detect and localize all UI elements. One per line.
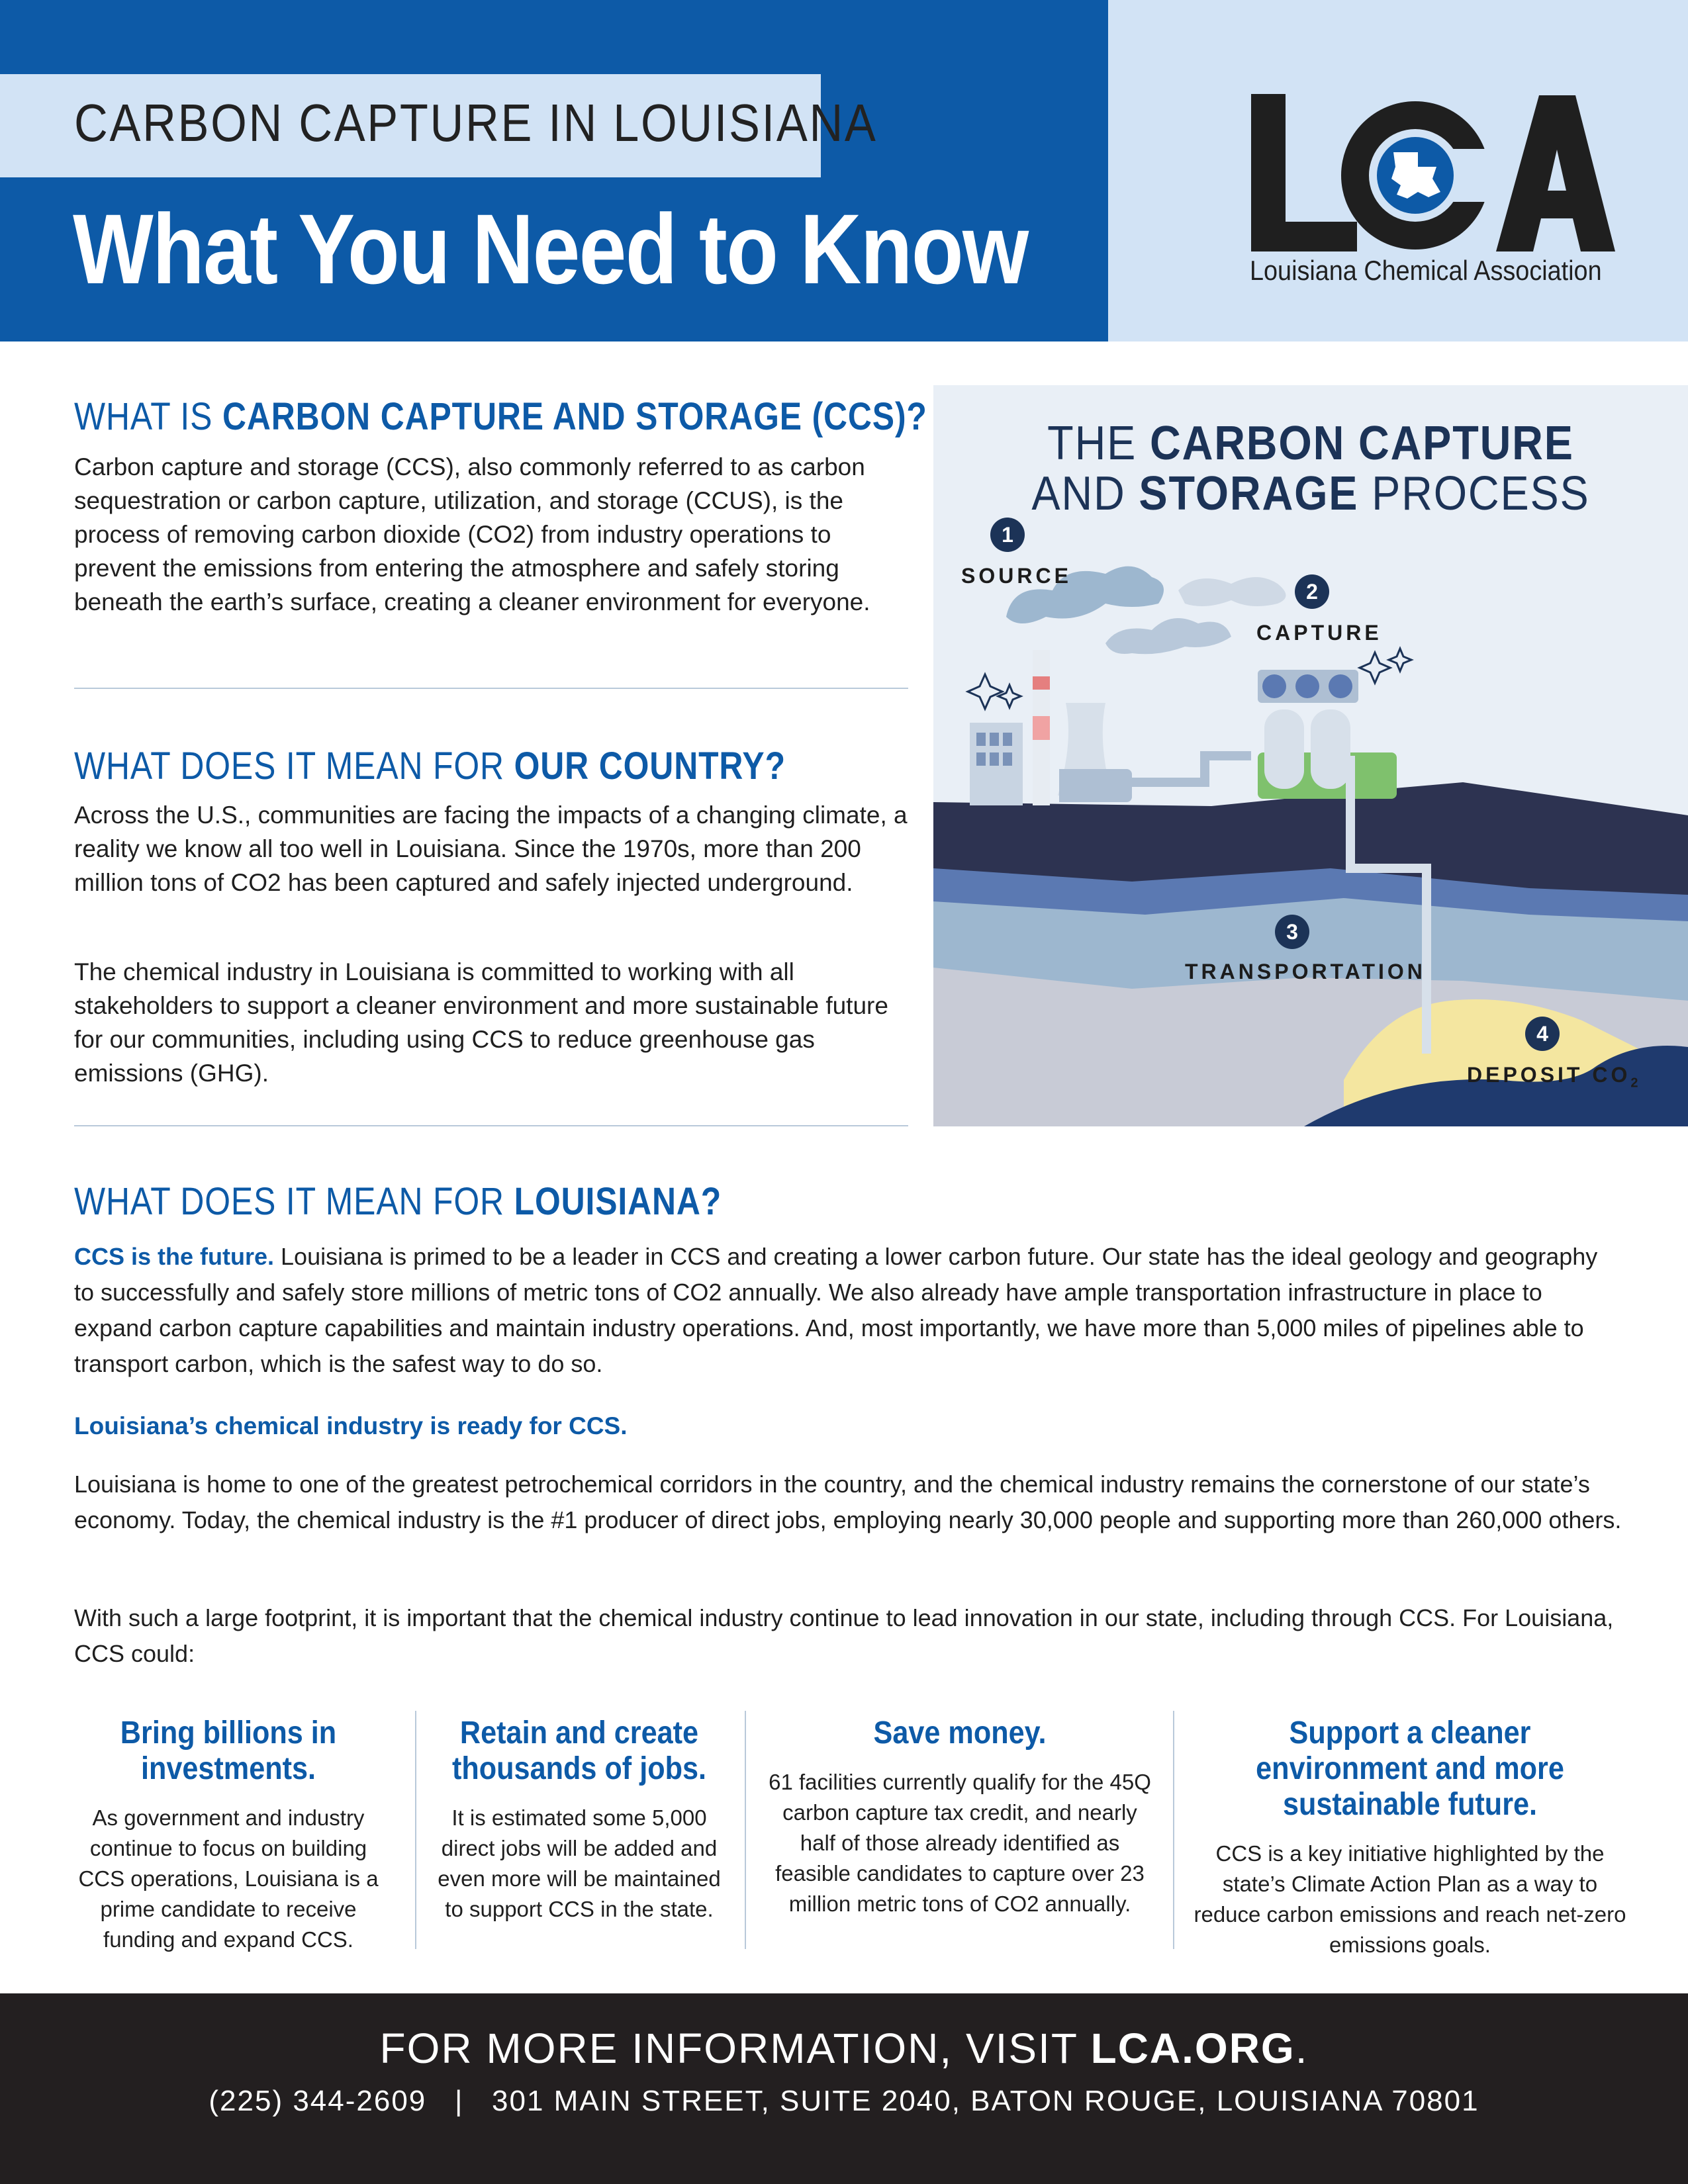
benefit-column	[437, 1715, 722, 1925]
footer-cta-text: FOR MORE INFORMATION, VISIT	[379, 2025, 1091, 2072]
step-3-label: TRANSPORTATION	[1185, 960, 1426, 983]
benefit-heading: Support a cleaner environment and more sustainable future.	[1256, 1715, 1564, 1822]
benefit-column	[66, 1715, 391, 1955]
diagram-title	[971, 418, 1650, 519]
divider	[74, 1125, 908, 1126]
louisiana-body-3: With such a large footprint, it is important that the chemical industry continue to lead innovation in our state, including through CCS. For Louisiana, CCS could:	[74, 1604, 1614, 1667]
country-body-1: Across the U.S., communities are facing the impacts of a changing climate, a reality we know all too well in Louisiana. Since the 1970s, more than 200 million tons of CO2 has been captured and safely injected underground.	[74, 801, 908, 896]
benefit-column	[768, 1715, 1152, 1919]
step-4-label-text: DEPOSIT CO	[1467, 1063, 1631, 1087]
page-title: What You Need to Know	[73, 193, 1028, 304]
diagram-title-part: AND	[1031, 467, 1139, 520]
website-link[interactable]: LCA.ORG	[1090, 2025, 1295, 2072]
diagram-title-part: THE	[1047, 417, 1150, 470]
ccs-heading	[74, 394, 927, 439]
ccs-heading-bold: CARBON CAPTURE AND STORAGE (CCS)?	[222, 395, 927, 438]
step-3-number: 3	[1275, 915, 1309, 949]
step-4-label-sub: 2	[1630, 1075, 1638, 1091]
ccs-body: Carbon capture and storage (CCS), also commonly referred to as carbon sequestration or carbon capture, utilization, and storage (CCUS), is the process of removing carbon dioxide (CO2) from industry operations to prevent the emissions from entering the atmosphere and safely storing beneath the earth’s surface, creating a cleaner environment for everyone.	[74, 453, 870, 615]
lca-logo	[1244, 86, 1615, 298]
step-1-label: SOURCE	[961, 564, 1072, 588]
step-4-number: 4	[1525, 1017, 1560, 1051]
louisiana-lead: CCS is the future.	[74, 1243, 275, 1270]
column-divider	[1173, 1711, 1174, 1949]
header-kicker: CARBON CAPTURE IN LOUISIANA	[74, 93, 878, 152]
step-2-number: 2	[1295, 574, 1329, 609]
benefit-heading: Retain and create thousands of jobs.	[452, 1715, 706, 1786]
diagram-title-part: CARBON CAPTURE	[1150, 417, 1574, 470]
diagram-title-part: STORAGE	[1139, 467, 1359, 520]
step-4-label	[1467, 1063, 1638, 1091]
logo-mark-icon	[1244, 86, 1615, 258]
country-heading-plain: WHAT DOES IT MEAN FOR	[74, 745, 514, 788]
footer-contact: (225) 344-2609 | 301 MAIN STREET, SUITE 2040, BATON ROUGE, LOUISIANA 70801	[209, 2085, 1479, 2117]
louisiana-subheading: Louisiana’s chemical industry is ready for CCS.	[74, 1412, 628, 1439]
footer-cta-period: .	[1295, 2025, 1309, 2072]
logo-org-name: Louisiana Chemical Association	[1250, 255, 1602, 286]
benefit-body: It is estimated some 5,000 direct jobs will be added and even more will be maintained to support CCS in the state.	[438, 1805, 721, 1921]
benefit-column	[1192, 1715, 1628, 1960]
benefit-body: CCS is a key initiative highlighted by the state’s Climate Action Plan as a way to reduce carbon emissions and reach net-zero emissions goals.	[1194, 1841, 1626, 1957]
diagram-title-part: PROCESS	[1358, 467, 1590, 520]
louisiana-heading-bold: LOUISIANA?	[514, 1180, 722, 1223]
benefit-heading: Save money.	[873, 1715, 1047, 1751]
country-heading	[74, 744, 786, 788]
louisiana-heading	[74, 1179, 722, 1224]
ccs-heading-plain: WHAT IS	[74, 395, 222, 438]
louisiana-body	[74, 1239, 1623, 1382]
louisiana-body-text: Louisiana is primed to be a leader in CCS and creating a lower carbon future. Our state has the ideal geology and geography to successfully and safely store millions of metric tons of CO2 annually. We also already have ample transportation infrastructure in place to expand carbon capture capabilities and maintain industry operations. And, most importantly, we have more than 5,000 miles of pipelines able to transport carbon, which is the safest way to do so.	[74, 1243, 1598, 1377]
country-heading-bold: OUR COUNTRY?	[514, 745, 786, 788]
benefit-heading: Bring billions in investments.	[120, 1715, 337, 1786]
divider	[74, 688, 908, 689]
step-1-number: 1	[990, 518, 1025, 552]
benefit-body: As government and industry continue to focus on building CCS operations, Louisiana is a prime candidate to receive funding and expand CCS.	[78, 1805, 379, 1952]
benefit-body: 61 facilities currently qualify for the 45Q carbon capture tax credit, and nearly half of those already identified as feasible candidates to capture over 23 million metric tons of CO2 annually.	[769, 1770, 1151, 1916]
step-2-label: CAPTURE	[1256, 621, 1382, 645]
column-divider	[415, 1711, 416, 1949]
column-divider	[745, 1711, 746, 1949]
louisiana-heading-plain: WHAT DOES IT MEAN FOR	[74, 1180, 514, 1223]
louisiana-body-2: Louisiana is home to one of the greatest petrochemical corridors in the country, and the chemical industry remains the cornerstone of our state’s economy. Today, the chemical industry is the #1 producer of direct jobs, employing nearly 30,000 people and supporting more than 260,000 others.	[74, 1471, 1622, 1533]
ccs-process-diagram	[933, 385, 1688, 1126]
country-body-2: The chemical industry in Louisiana is committed to working with all stakeholders to support a cleaner environment and more sustainable future for our communities, including using CCS to reduce greenhouse gas emissions (GHG).	[74, 958, 888, 1087]
footer-cta	[0, 2024, 1688, 2073]
